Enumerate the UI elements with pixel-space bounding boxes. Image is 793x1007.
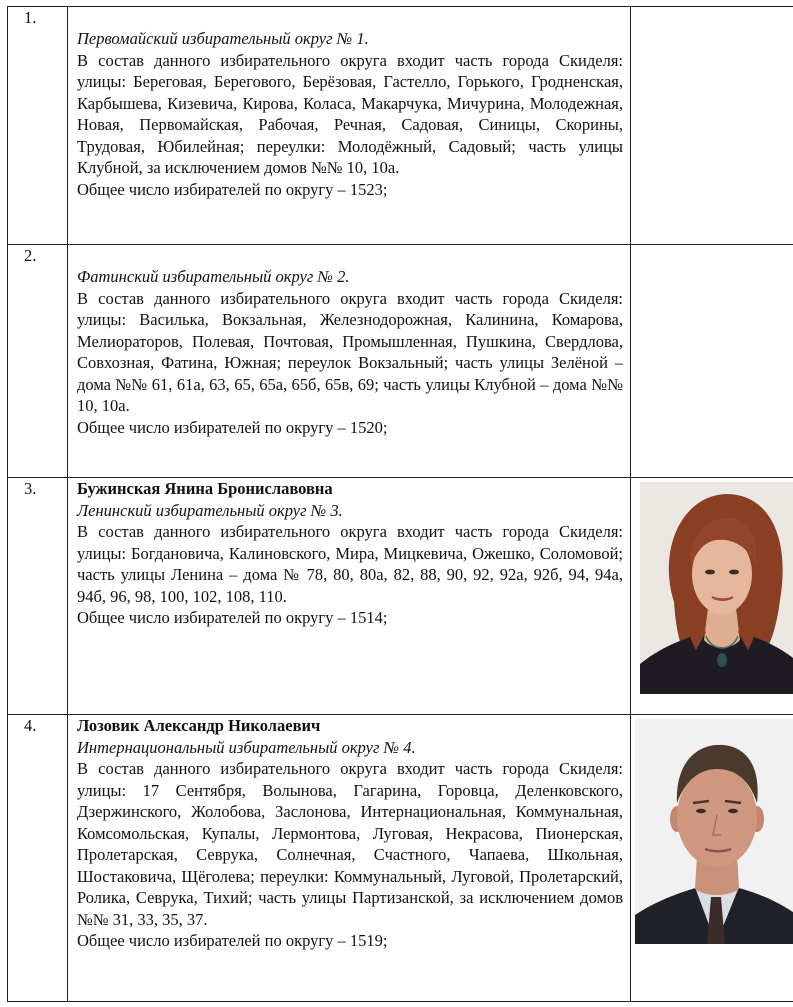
photo-cell bbox=[631, 715, 793, 1002]
district-title: Первомайский избирательный округ № 1. bbox=[77, 29, 369, 48]
district-cell bbox=[68, 478, 631, 715]
voters-count: Общее число избирателей по округу – 1523; bbox=[77, 179, 388, 199]
district-title: Фатинский избирательный округ № 2. bbox=[77, 267, 350, 286]
row-number: 1. bbox=[8, 7, 68, 245]
row-number: 4. bbox=[8, 715, 68, 1002]
district-description: В состав данного избирательного округа входит часть города Скиделя: улицы: Василька, Вокзальная, Железнодорожная, Калинина, Комарова, Мелиораторов, Полевая, Почтовая, Промышленная, Пушкина, Свердлова, Совхозная, Фатина, Южная; переулок Вокзальный; часть улицы Зелёной – дома №№ 61, 61а, 63, 65, 65а, 65б, 65в, 69; часть улицы Клубной – дома №№ 10, 10а. bbox=[77, 288, 623, 415]
table-row bbox=[8, 478, 793, 715]
candidate-photo bbox=[640, 482, 793, 694]
district-cell bbox=[68, 245, 631, 478]
voters-count: Общее число избирателей по округу – 1514; bbox=[77, 608, 388, 627]
candidate-name-empty bbox=[77, 245, 623, 266]
district-description: В состав данного избирательного округа входит часть города Скиделя: улицы: 17 Сентября, Волынова, Гагарина, Горовца, Деленковского, Дзержинского, Жолобова, Заслонова, Интернациональная, Коммунальная, Комсомольская, Купалы, Лермонтова, Луговая, Некрасова, Пионерская, Пролетарская, Севрука, Солнечная, Счастного, Чапаева, Школьная, Шостаковича, Щёголева; переулки: Коммунальный, Луговой, Пролетарский, Ролика, Севрука, Тихий; часть улицы Партизанской, за исключением домов №№ 31, 33, 35, 37. bbox=[77, 759, 623, 929]
table-row bbox=[8, 715, 793, 1002]
districts-table bbox=[7, 6, 793, 1002]
candidate-photo bbox=[635, 719, 793, 944]
row-number: 3. bbox=[8, 478, 68, 715]
district-title: Интернациональный избирательный округ № 4. bbox=[77, 737, 416, 757]
district-cell bbox=[68, 715, 631, 1002]
candidate-name: Бужинская Янина Брониславовна bbox=[77, 479, 333, 498]
photo-cell bbox=[631, 478, 793, 715]
photo-cell-empty bbox=[631, 245, 793, 478]
table-row bbox=[8, 7, 793, 245]
candidate-name: Лозовик Александр Николаевич bbox=[77, 716, 321, 735]
row-number: 2. bbox=[8, 245, 68, 478]
district-description: В состав данного избирательного округа входит часть города Скиделя: улицы: Береговая, Берегового, Берёзовая, Гастелло, Горького, Гродненская, Карбышева, Кизевича, Кирова, Коласа, Макарчука, Мичурина, Молодежная, Новая, Первомайская, Рабочая, Речная, Садовая, Синицы, Скорины, Трудовая, Юбилейная; переулки: Молодёжный, Садовый; часть улицы Клубной, за исключением домов №№ 10, 10а. bbox=[77, 50, 623, 177]
voters-count: Общее число избирателей по округу – 1519; bbox=[77, 931, 388, 950]
district-title: Ленинский избирательный округ № 3. bbox=[77, 500, 343, 520]
district-cell bbox=[68, 7, 631, 245]
district-description: В состав данного избирательного округа входит часть города Скиделя: улицы: Богдановича, Калиновского, Мира, Мицкевича, Ожешко, Соломовой; часть улицы Ленина – дома № 78, 80, 80а, 82, 88, 90, 92, 92а, 92б, 94, 94а, 94б, 96, 98, 100, 102, 108, 110. bbox=[77, 522, 623, 606]
candidate-name-empty bbox=[77, 7, 623, 28]
voters-count: Общее число избирателей по округу – 1520; bbox=[77, 417, 388, 437]
photo-cell-empty bbox=[631, 7, 793, 245]
table-row bbox=[8, 245, 793, 478]
